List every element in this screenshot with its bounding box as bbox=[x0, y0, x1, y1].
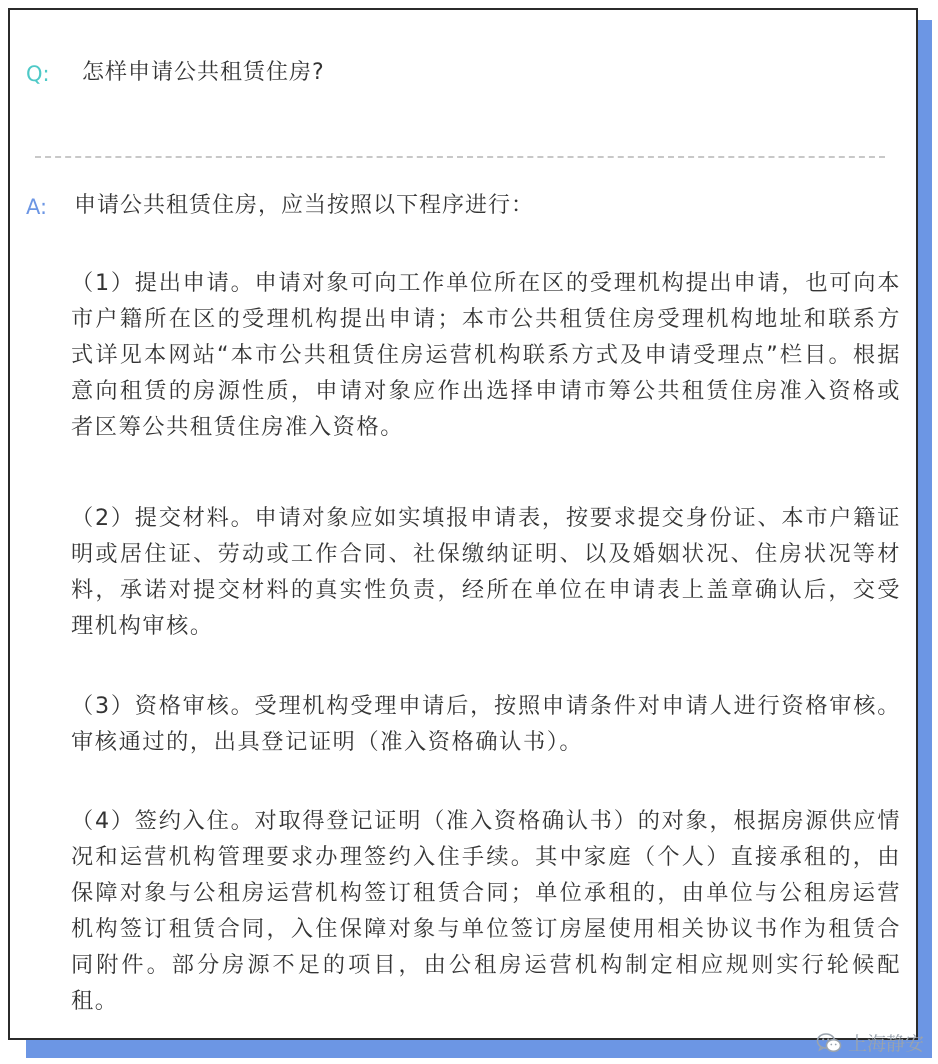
question-label: Q: bbox=[26, 62, 50, 86]
answer-step-1: （1）提出申请。申请对象可向工作单位所在区的受理机构提出申请，也可向本市户籍所在区的受理机构提出申请；本市公共租赁住房受理机构地址和联系方式详见本网站“本市公共租赁住房运营机构联系方式及申请受理点”栏目。根据意向租赁的房源性质，申请对象应作出选择申请市筹公共租赁住房准入资格或者区筹公共租赁住房准入资格。 bbox=[71, 270, 901, 440]
dashed-divider bbox=[35, 156, 885, 158]
answer-intro: 申请公共租赁住房，应当按照以下程序进行： bbox=[74, 193, 535, 218]
watermark-text: 上海静安 bbox=[847, 1033, 924, 1055]
wechat-icon bbox=[816, 1032, 842, 1054]
answer-step-3: （3）资格审核。受理机构受理申请后，按照申请条件对申请人进行资格审核。审核通过的，出具登记证明（准入资格确认书）。 bbox=[71, 693, 901, 755]
watermark bbox=[816, 1029, 924, 1056]
answer-label: A: bbox=[26, 195, 48, 219]
answer-step-2: （2）提交材料。申请对象应如实填报申请表，按要求提交身份证、本市户籍证明或居住证、劳动或工作合同、社保缴纳证明、以及婚姻状况、住房状况等材料，承诺对提交材料的真实性负责，经所在单位在申请表上盖章确认后，交受理机构审核。 bbox=[71, 505, 901, 639]
qa-card bbox=[8, 8, 918, 1040]
question-text: 怎样申请公共租赁住房? bbox=[82, 60, 325, 85]
answer-step-4: （4）签约入住。对取得登记证明（准入资格确认书）的对象，根据房源供应情况和运营机构管理要求办理签约入住手续。其中家庭（个人）直接承租的，由保障对象与公租房运营机构签订租赁合同；单位承租的，由单位与公租房运营机构签订租赁合同，入住保障对象与单位签订房屋使用相关协议书作为租赁合同附件。部分房源不足的项目，由公租房运营机构制定相应规则实行轮候配租。 bbox=[71, 808, 901, 1014]
